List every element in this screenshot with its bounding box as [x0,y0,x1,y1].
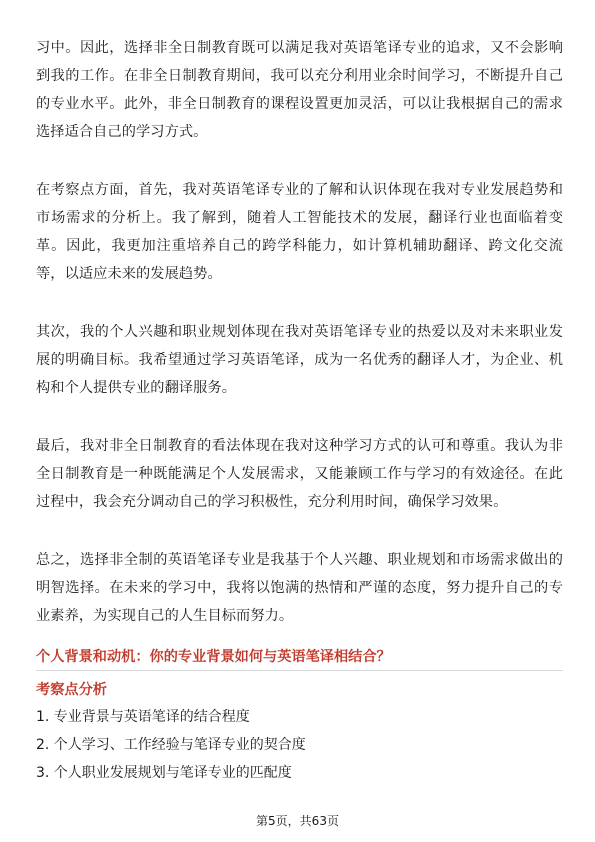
paragraph: 最后，我对非全日制教育的看法体现在我对这种学习方式的认可和尊重。我认为非全日制教育是一种既能满足个人发展需求，又能兼顾工作与学习的有效途径。在此过程中，我会充分调动自己的学习积极性，充分利用时间，确保学习效果。 [36,438,563,510]
paragraph: 习中。因此，选择非全日制教育既可以满足我对英语笔译专业的追求，又不会影响到我的工作。在非全日制教育期间，我可以充分利用业余时间学习，不断提升自己的专业水平。此外，非全日制教育的课程设置更加灵活，可以让我根据自己的需求选择适合自己的学习方式。 [36,40,563,140]
question-title: 个人背景和动机：你的专业背景如何与英语笔译相结合？ [36,649,391,665]
paragraph-spacer [36,146,563,176]
list-item: 2. 个人学习、工作经验与笔译专业的契合度 [36,737,306,753]
paragraph: 其次，我的个人兴趣和职业规划体现在我对英语笔译专业的热爱以及对未来职业发展的明确目标。我希望通过学习英语笔译，成为一名优秀的翻译人才，为企业、机构和个人提供专业的翻译服务。 [36,324,563,396]
list-item: 1. 专业背景与英语笔译的结合程度 [36,709,250,725]
paragraph: 总之，选择非全制的英语笔译专业是我基于个人兴趣、职业规划和市场需求做出的明智选择。在未来的学习中，我将以饱满的热情和严谨的态度，努力提升自己的专业素养，为实现自己的人生目标而努力。 [36,552,563,624]
section-spacer [36,630,563,644]
paragraph: 在考察点方面，首先，我对英语笔译专业的了解和认识体现在我对专业发展趋势和市场需求的分析上。我了解到，随着人工智能技术的发展，翻译行业也面临着变革。因此，我更加注重培养自己的跨学科能力，如计算机辅助翻译、跨文化交流等，以适应未来的发展趋势。 [36,182,563,282]
page-number-footer: 第5页，共63页 [256,814,339,828]
list-item: 3. 个人职业发展规划与笔译专业的匹配度 [36,765,292,781]
analysis-list [36,703,563,787]
analysis-subtitle: 考察点分析 [36,682,107,698]
paragraph-spacer [36,516,563,546]
page-content [36,34,563,787]
paragraph-spacer [36,402,563,432]
paragraph-spacer [36,288,563,318]
section-divider [36,670,563,671]
